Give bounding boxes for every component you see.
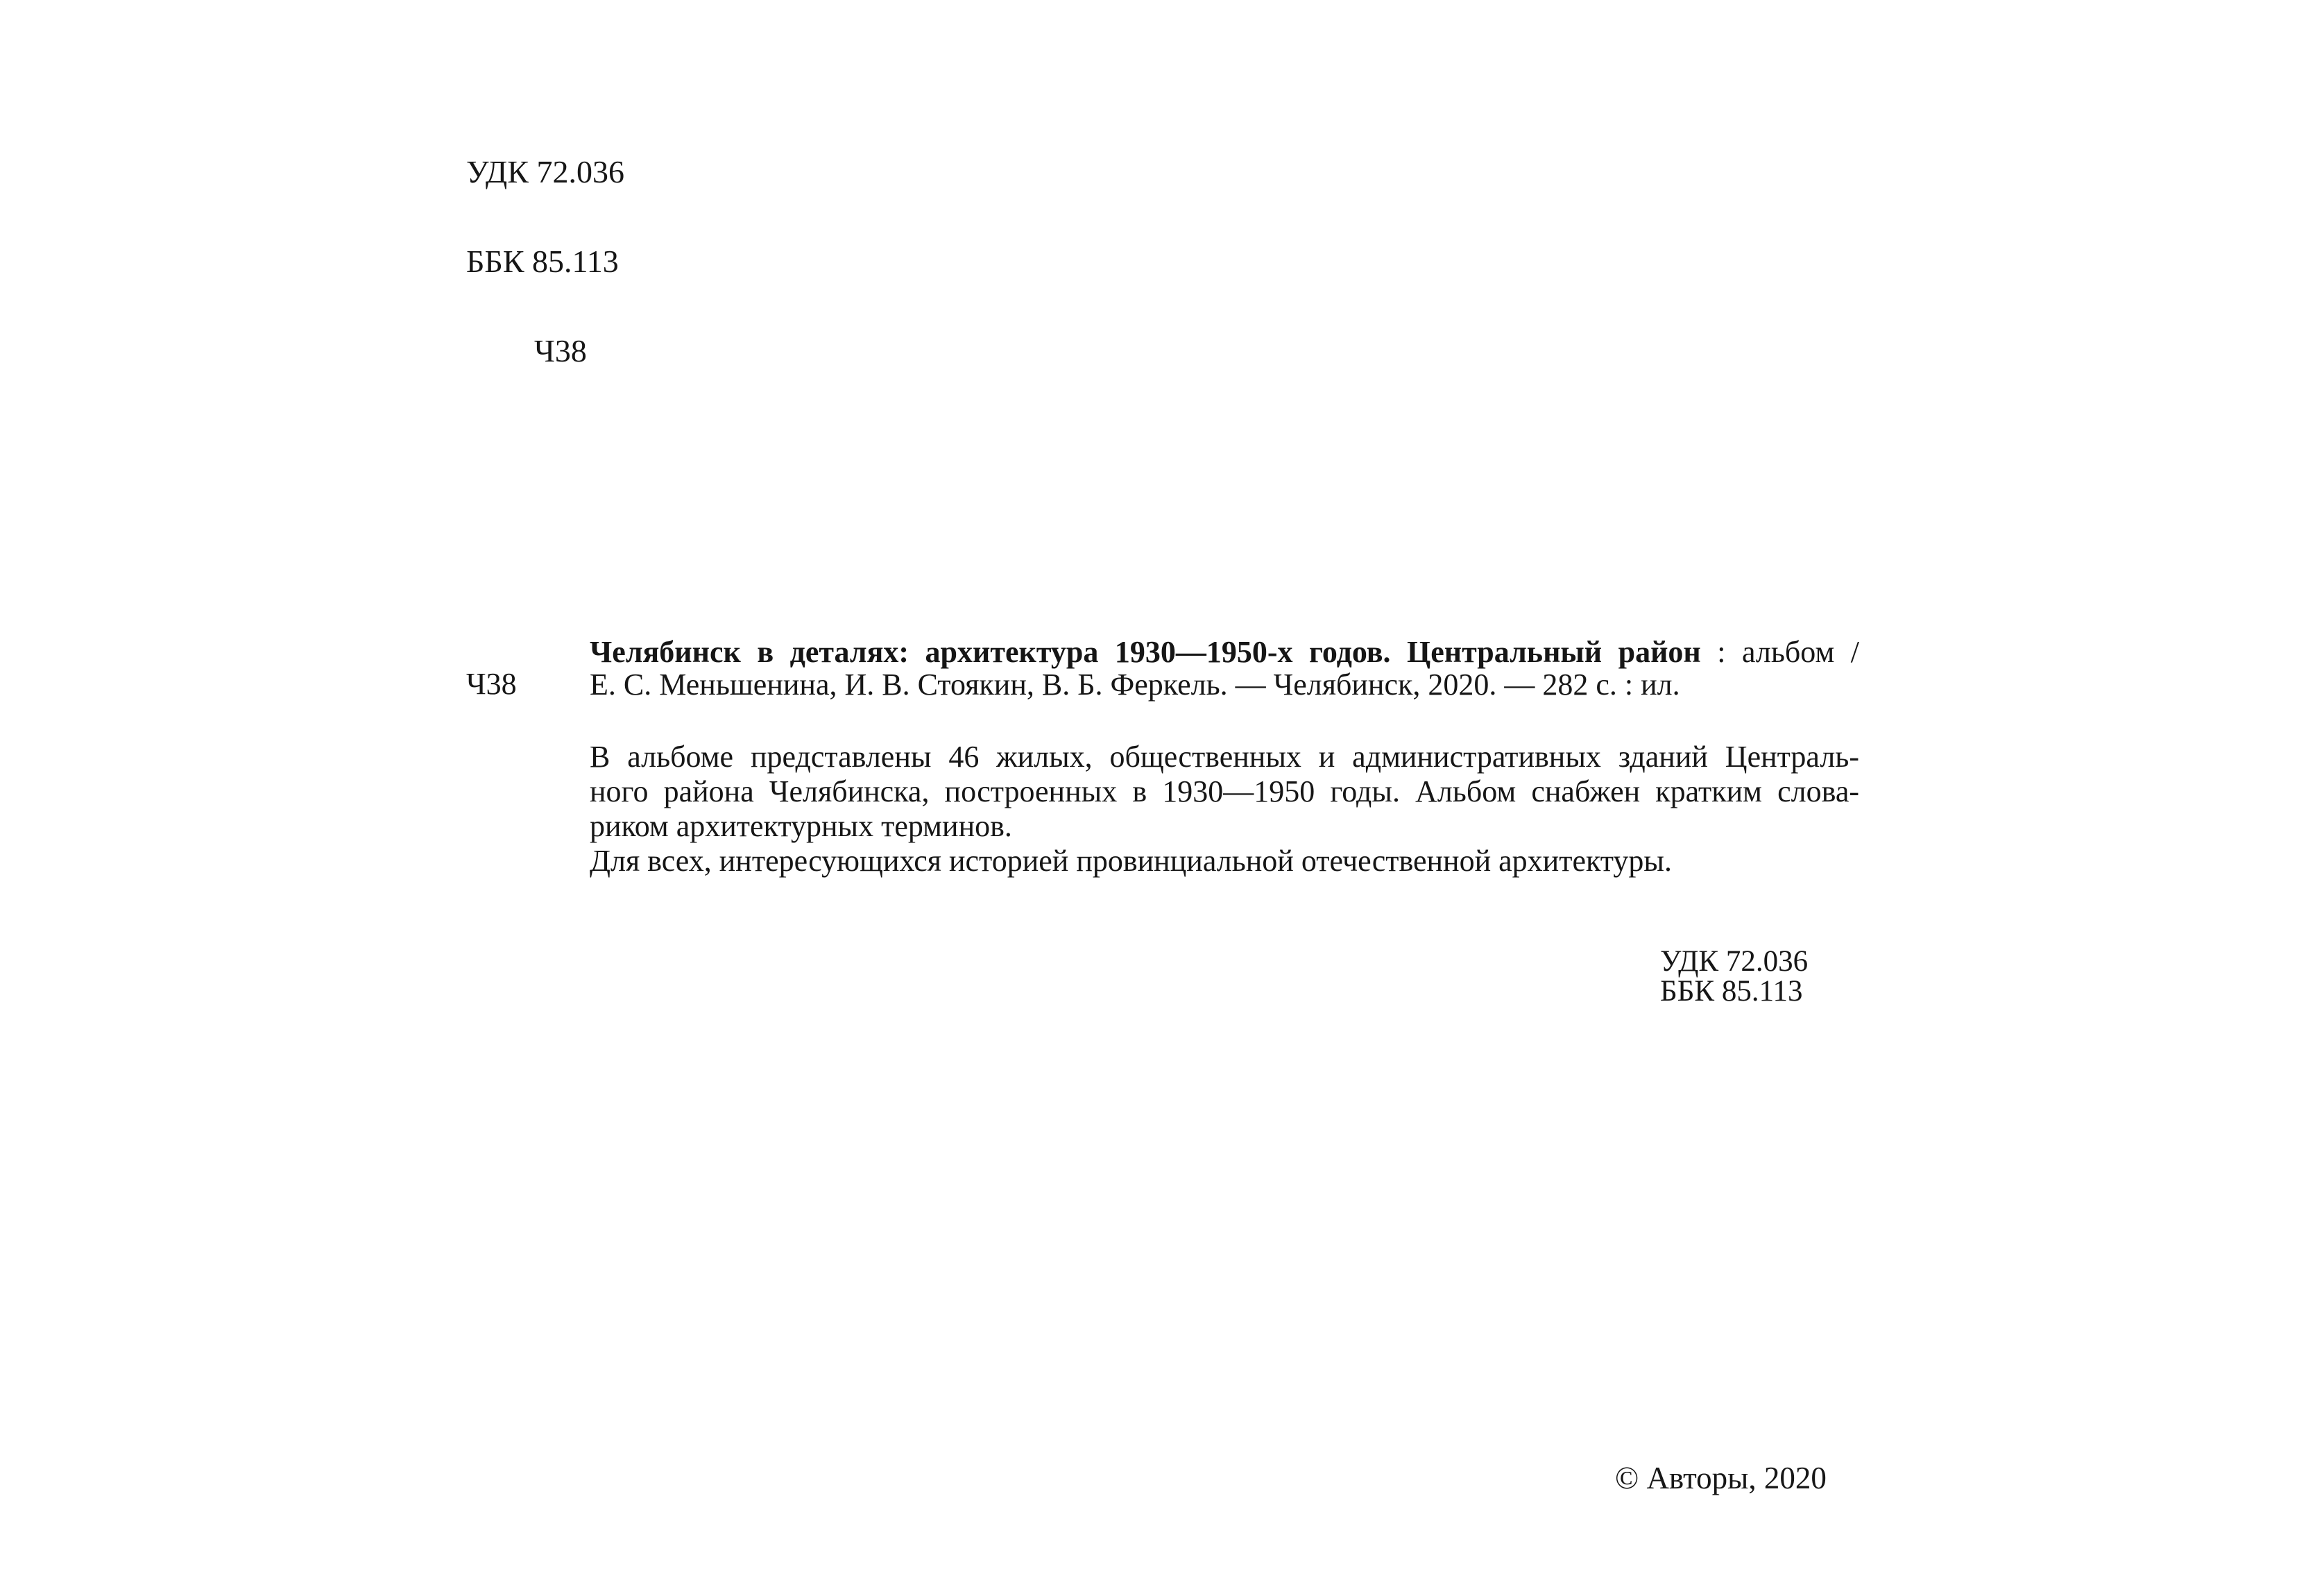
- author-sign-label: Ч38: [466, 667, 517, 701]
- udk-code-right: УДК 72.036: [1660, 945, 1809, 978]
- annotation-block: [590, 740, 1859, 878]
- book-title: Челябинск в деталях: архитектура 1930—1950-х годов. Центральный район: [590, 635, 1701, 669]
- catalog-entry-authors-line: Е. С. Меньшенина, И. В. Стоякин, В. Б. Феркель. — Челябинск, 2020. — 282 с. : ил.: [590, 668, 1680, 702]
- classification-right-block: [1660, 946, 1808, 1006]
- bbk-code-top: ББК 85.113: [466, 244, 619, 279]
- catalog-entry-title-line: [590, 636, 1859, 668]
- annotation-line-3: риком архитектурных терминов.: [590, 809, 1012, 843]
- annotation-line-1: В альбоме представлены 46 жилых, общественных и административных зданий Централь-: [590, 740, 1859, 774]
- annotation-line-4: Для всех, интересующихся историей провинциальной отечественной архитектуры.: [590, 844, 1672, 878]
- copyright-notice: © Авторы, 2020: [1615, 1461, 1827, 1495]
- annotation-line-2: ного района Челябинска, построенных в 1930—1950 годы. Альбом снабжен кратким слова-: [590, 774, 1859, 808]
- book-title-suffix: : альбом /: [1700, 635, 1859, 669]
- author-sign-top: Ч38: [534, 333, 587, 368]
- catalog-entry: [590, 636, 1859, 701]
- udk-code-top: УДК 72.036: [466, 154, 624, 189]
- bbk-code-right: ББК 85.113: [1660, 975, 1803, 1008]
- classification-top-block: [466, 97, 624, 425]
